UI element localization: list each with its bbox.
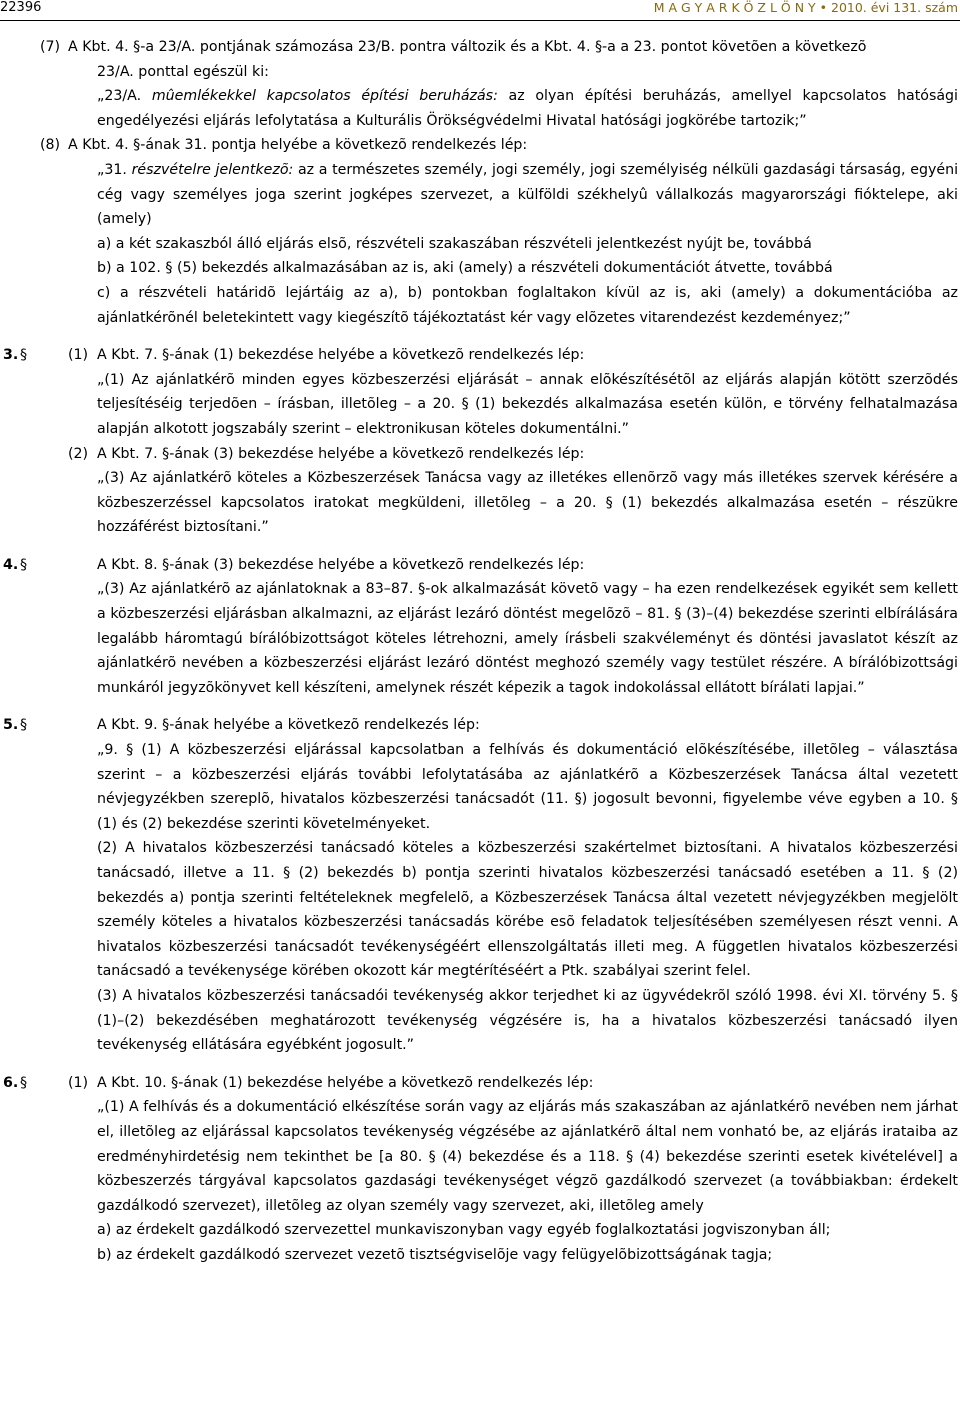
- paragraph-7: [0, 35, 958, 60]
- paragraph-text: A Kbt. 10. §-ának (1) bekezdése helyébe a következõ rendelkezés lép:: [97, 1074, 594, 1091]
- list-item-b: b) a 102. § (5) bekezdés alkalmazásában az is, aki (amely) a részvételi dokumentációt átvette, továbbá: [97, 260, 833, 277]
- quoted-provision: (2) A hivatalos közbeszerzési tanácsadó köteles a közbeszerzési szakértelmet biztosítani. A hivatalos közbeszerzési tanácsadó, illetve a 11. § (2) bekezdés b) pontja szerinti hivatalos közbeszerzési tanácsadó esetében a 11. § (2) bekezdés a) pontja szerinti feltételeknek megfelelõ, a Közbeszerzések Tanácsa által vezetett névjegyzékben megjelölt személy köteles a hivatalos közbeszerzési tanácsadás körébe esõ feladatok teljesítésében személyesen részt venni. A hivatalos közbeszerzési tanácsadót tevékenységéért ellenszolgáltatás illeti meg. A független hivatalos közbeszerzési tanácsadó a tevékenysége körében okozott kár megtérítéséért a Ptk. szabályai szerint felel.: [97, 840, 958, 980]
- document-body: [0, 35, 958, 1268]
- paragraph-text: A Kbt. 7. §-ának (3) bekezdése helyébe a következõ rendelkezés lép:: [97, 445, 585, 462]
- page-header: [0, 0, 960, 22]
- section-number: 4.: [3, 556, 19, 573]
- section-3: [0, 343, 958, 368]
- quoted-provision: (3) A hivatalos közbeszerzési tanácsadói tevékenység akkor terjedhet ki az ügyvédekrõl szóló 1998. évi XI. törvény 5. § (1)–(2) bekezdésében meghatározott tevékenység végzésére is, ha a hivatalos közbeszerzési tanácsadó ilyen tevékenység ellátására egyébként jogosult.”: [97, 987, 958, 1054]
- quoted-provision: „31. részvételre jelentkezõ: az a természetes személy, jogi személy, jogi személyiség nélküli gazdasági társaság, egyéni cég vagy személyes joga szerint jogképes szervezet, a külföldi székhelyû vállalkozás magyarországi fióktelepe, aki (amely): [97, 161, 959, 228]
- section-sign: §: [20, 556, 28, 573]
- list-item-c: c) a részvételi határidõ lejártáig az a), b) pontokban foglaltakon kívül az is, aki (amely) a dokumentációba az ajánlatkérõnél beletekintett vagy kiegészítõ tájékoztatást kér vagy elõzetes vitarendezést kezdeményez;”: [97, 284, 958, 326]
- section-6: [0, 1071, 958, 1096]
- quoted-provision: „(3) Az ajánlatkérõ az ajánlatoknak a 83–87. §-ok alkalmazását követõ vagy – ha ezen rendelkezések egyikét sem kellett a közbeszerzési eljárásban alkalmazni, az eljárást lezáró döntést megelõzõ – 81. § (3)–(4) bekezdése szerinti elbírálására legalább háromtagú bírálóbizottságot köteles létrehozni, amely írásbeli szakvéleményt és döntési javaslatot készít az ajánlatkérõ nevében a közbeszerzési eljárást lezáró döntést meghozó személy vagy testület részére. A bírálóbizottsági munkáról jegyzõkönyvet kell készíteni, amelynek részét képezik a tagok indokolással ellátott bírálati lapjai.”: [97, 581, 958, 696]
- list-item-a: a) az érdekelt gazdálkodó szervezettel munkaviszonyban vagy egyéb foglalkoztatási jogviszonyban áll;: [97, 1222, 831, 1239]
- section-sign: §: [20, 347, 28, 364]
- header-rule: [0, 20, 960, 21]
- section-sign: §: [20, 1074, 28, 1091]
- paragraph-text: A Kbt. 4. §-a 23/A. pontjának számozása 23/B. pontra változik és a Kbt. 4. §-a a 23. pontot követõen a következõ: [68, 39, 867, 55]
- paragraph-8: [0, 133, 958, 158]
- paragraph-text: A Kbt. 4. §-ának 31. pontja helyébe a következõ rendelkezés lép:: [68, 137, 528, 154]
- section-4: [0, 553, 958, 578]
- paragraph-text: A Kbt. 8. §-ának (3) bekezdése helyébe a következõ rendelkezés lép:: [97, 556, 585, 573]
- section-5: [0, 713, 958, 738]
- paragraph-number: (1): [68, 1074, 89, 1091]
- journal-title: M A G Y A R K Ö Z L Ö N Y • 2010. évi 131. szám: [653, 0, 958, 15]
- quoted-provision: „(1) A felhívás és a dokumentáció elkészítése során vagy az eljárás más szakaszában az ajánlatkérõ nevében nem járhat el, illetõleg az eljárással kapcsolatos tevékenység végzésébe az ajánlatkérõ által nem vonható be, az eljárás irataiba az eredményhirdetésig nem tekinthet be [a 80. § (4) bekezdése és a 118. § (4) bekezdése szerinti esetek kivételével] a közbeszerzés tárgyával kapcsolatos gazdasági tevékenységet végzõ gazdálkodó szervezet (a továbbiakban: érdekelt gazdálkodó szervezet), illetõleg az olyan személy vagy szervezet, aki, illetõleg amely: [97, 1099, 958, 1214]
- quoted-provision: „(3) Az ajánlatkérõ köteles a Közbeszerzések Tanácsa vagy az illetékes ellenõrzõ vagy más illetékes szervek kérésére a közbeszerzéssel kapcsolatos iratokat megküldeni, illetõleg – a 20. § (1) bekezdés alkalmazása esetén – részükre hozzáférést biztosítani.”: [97, 470, 958, 536]
- quoted-provision: „(1) Az ajánlatkérõ minden egyes közbeszerzési eljárását – annak elõkészítésétõl az eljárás alapján kötött szerzõdés teljesítéséig terjedõen – írásban, illetõleg – a 20. § (1) bekezdés alkalmazása esetén külön, e törvény felhatalmazása alapján alkotott jogszabály szerint – elektronikusan köteles dokumentálni.”: [97, 371, 958, 437]
- defined-term: részvételre jelentkezõ:: [131, 161, 294, 178]
- section-number: 3.: [3, 347, 19, 364]
- list-item-b: b) az érdekelt gazdálkodó szervezet vezetõ tisztségviselõje vagy felügyelõbizottságának tagja;: [97, 1246, 773, 1263]
- paragraph-number: (1): [68, 347, 89, 364]
- paragraph-text: A Kbt. 7. §-ának (1) bekezdése helyébe a következõ rendelkezés lép:: [97, 347, 585, 364]
- section-3-paragraph-2: [0, 442, 958, 467]
- list-item-a: a) a két szakaszból álló eljárás elsõ, részvételi szakaszában részvételi jelentkezést nyújt be, továbbá: [97, 235, 812, 252]
- paragraph-number: (7): [40, 39, 61, 55]
- page-number: 22396: [0, 0, 42, 15]
- paragraph-text-continued: 23/A. ponttal egészül ki:: [97, 63, 269, 80]
- defined-term: mûemlékekkel kapcsolatos építési beruházás:: [151, 88, 498, 105]
- section-sign: §: [20, 717, 28, 734]
- paragraph-text: A Kbt. 9. §-ának helyébe a következõ rendelkezés lép:: [97, 717, 480, 734]
- paragraph-number: (2): [68, 445, 89, 462]
- section-number: 5.: [3, 717, 19, 734]
- quoted-provision: „9. § (1) A közbeszerzési eljárással kapcsolatban a felhívás és dokumentáció elõkészítésébe, illetõleg – választása szerint – a közbeszerzési eljárás további lefolytatásába az ajánlatkérõ a Közbeszerzések Tanácsa által vezetett névjegyzékben szereplõ, hivatalos közbeszerzési tanácsadót (11. §) jogosult bevonni, figyelembe véve egyben a 10. § (1) és (2) bekezdése szerinti követelményeket.: [97, 742, 958, 832]
- section-number: 6.: [3, 1074, 19, 1091]
- quoted-provision: „23/A. mûemlékekkel kapcsolatos építési beruházás: az olyan építési beruházás, amellyel kapcsolatos hatósági engedélyezési eljárás lefolytatása a Kulturális Örökségvédelmi Hivatal hatósági jogkörébe tartozik;”: [97, 88, 958, 129]
- paragraph-number: (8): [40, 137, 61, 154]
